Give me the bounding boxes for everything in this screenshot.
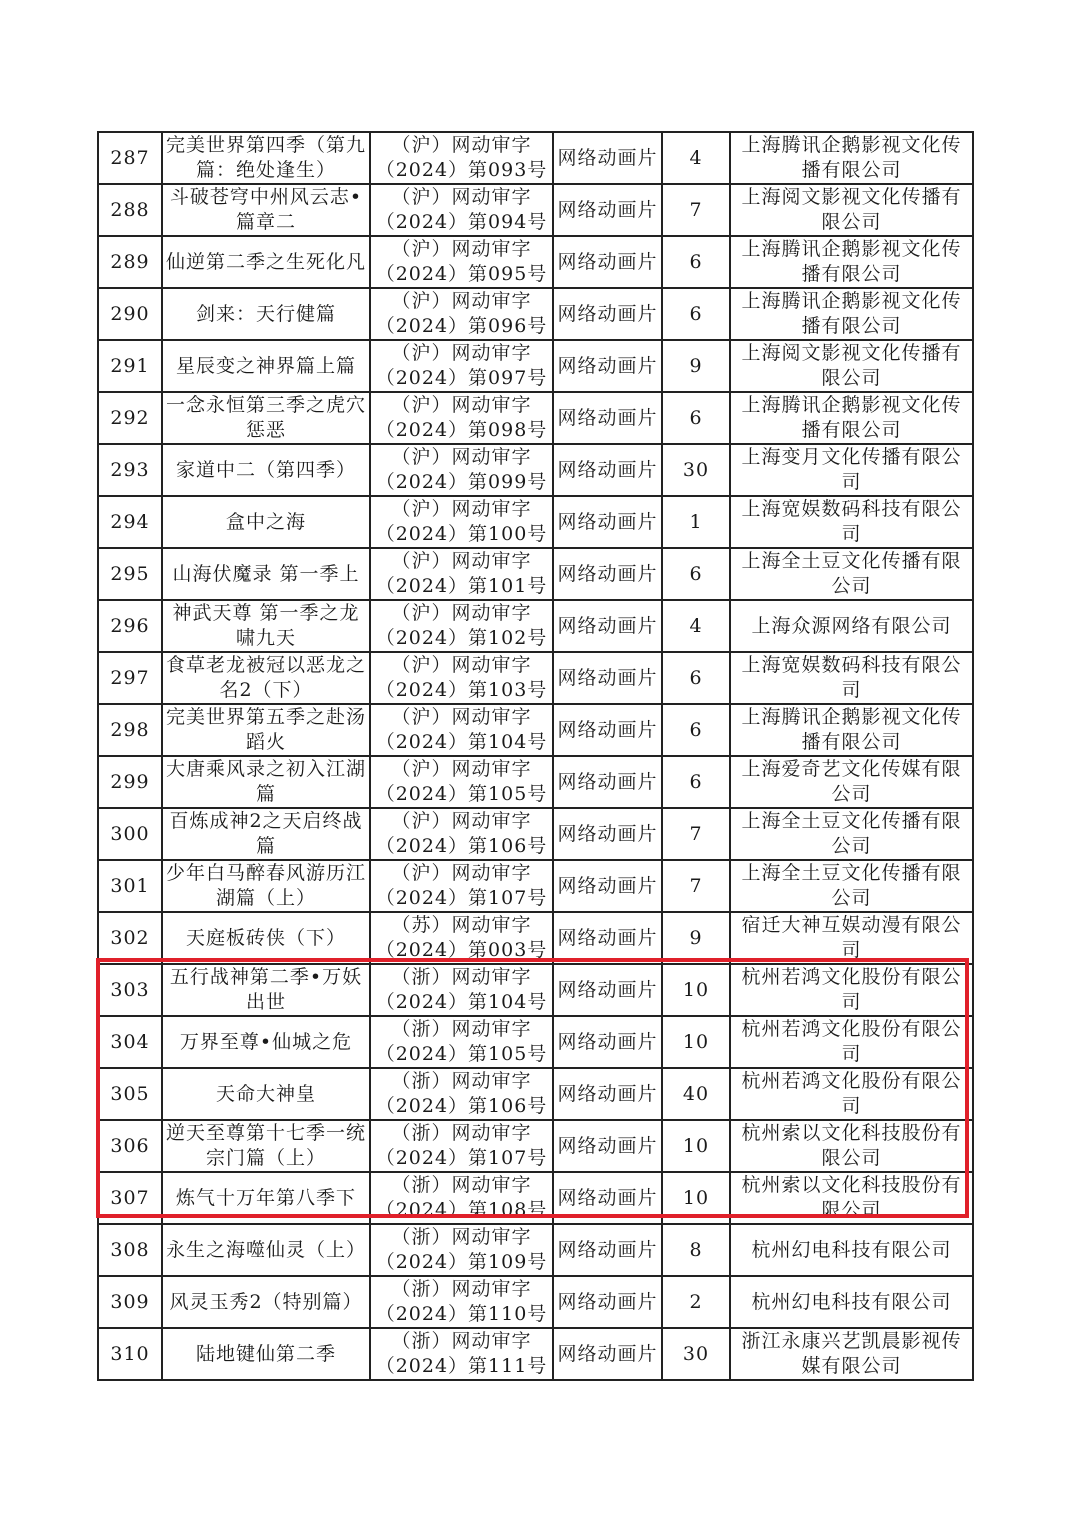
company-name: 杭州若鸿文化股份有限公司 [730,964,973,1016]
row-number: 293 [98,444,162,496]
company-name: 上海阅文影视文化传播有限公司 [730,340,973,392]
license-line-1: （沪）网动审字 [391,810,532,832]
license-line-2: （2024）第098号 [375,419,548,441]
license-number [370,1276,553,1328]
work-title: 天命大神皇 [162,1068,370,1120]
row-number: 303 [98,964,162,1016]
work-type: 网络动画片 [553,444,662,496]
company-name: 浙江永康兴艺凯晨影视传媒有限公司 [730,1328,973,1380]
work-title: 山海伏魔录 第一季上 [162,548,370,600]
license-line-2: （2024）第111号 [375,1355,548,1377]
table-row [98,1068,973,1120]
work-title: 家道中二（第四季） [162,444,370,496]
work-type: 网络动画片 [553,392,662,444]
license-line-2: （2024）第104号 [375,731,548,753]
row-number: 310 [98,1328,162,1380]
license-number [370,652,553,704]
row-number: 297 [98,652,162,704]
table-row [98,1016,973,1068]
company-name: 上海众源网络有限公司 [730,600,973,652]
episode-count: 6 [662,392,730,444]
episode-count: 40 [662,1068,730,1120]
episode-count: 6 [662,548,730,600]
license-line-1: （浙）网动审字 [391,1330,532,1352]
license-number [370,1068,553,1120]
table-row [98,132,973,184]
license-line-1: （沪）网动审字 [391,290,532,312]
work-title: 陆地键仙第二季 [162,1328,370,1380]
table-row [98,444,973,496]
row-number: 290 [98,288,162,340]
company-name: 杭州若鸿文化股份有限公司 [730,1016,973,1068]
license-line-2: （2024）第105号 [375,783,548,805]
license-number [370,808,553,860]
license-number [370,392,553,444]
work-title: 食草老龙被冠以恶龙之名2（下） [162,652,370,704]
table-row [98,912,973,964]
episode-count: 10 [662,1016,730,1068]
license-number [370,600,553,652]
license-line-2: （2024）第109号 [375,1251,548,1273]
row-number: 300 [98,808,162,860]
work-title: 少年白马醉春风游历江湖篇（上） [162,860,370,912]
episode-count: 4 [662,600,730,652]
company-name: 杭州幻电科技有限公司 [730,1224,973,1276]
table-row [98,340,973,392]
work-title: 一念永恒第三季之虎穴惩恶 [162,392,370,444]
row-number: 307 [98,1172,162,1224]
row-number: 301 [98,860,162,912]
work-type: 网络动画片 [553,1276,662,1328]
license-line-1: （沪）网动审字 [391,758,532,780]
company-name: 杭州索以文化科技股份有限公司 [730,1120,973,1172]
license-number [370,756,553,808]
license-number [370,1224,553,1276]
episode-count: 9 [662,912,730,964]
license-line-1: （浙）网动审字 [391,1122,532,1144]
table-row [98,392,973,444]
license-line-1: （浙）网动审字 [391,1070,532,1092]
license-line-1: （沪）网动审字 [391,186,532,208]
license-line-1: （浙）网动审字 [391,1278,532,1300]
work-type: 网络动画片 [553,1172,662,1224]
license-number [370,1120,553,1172]
license-line-2: （2024）第107号 [375,1147,548,1169]
work-type: 网络动画片 [553,1016,662,1068]
work-type: 网络动画片 [553,652,662,704]
episode-count: 10 [662,1172,730,1224]
table-row [98,1328,973,1380]
license-line-1: （沪）网动审字 [391,654,532,676]
license-line-2: （2024）第110号 [375,1303,548,1325]
episode-count: 6 [662,756,730,808]
row-number: 294 [98,496,162,548]
episode-count: 30 [662,444,730,496]
company-name: 上海腾讯企鹅影视文化传播有限公司 [730,132,973,184]
license-line-1: （浙）网动审字 [391,1018,532,1040]
company-name: 上海全土豆文化传播有限公司 [730,548,973,600]
license-number [370,548,553,600]
work-title: 完美世界第四季（第九篇：绝处逢生） [162,132,370,184]
row-number: 299 [98,756,162,808]
work-title: 盒中之海 [162,496,370,548]
row-number: 291 [98,340,162,392]
company-name: 上海腾讯企鹅影视文化传播有限公司 [730,288,973,340]
table-row [98,496,973,548]
license-number [370,340,553,392]
license-line-1: （沪）网动审字 [391,498,532,520]
company-name: 上海全土豆文化传播有限公司 [730,808,973,860]
license-line-2: （2024）第101号 [375,575,548,597]
work-title: 风灵玉秀2（特别篇） [162,1276,370,1328]
episode-count: 6 [662,652,730,704]
row-number: 298 [98,704,162,756]
company-name: 杭州幻电科技有限公司 [730,1276,973,1328]
work-type: 网络动画片 [553,860,662,912]
table-row [98,1120,973,1172]
license-line-1: （浙）网动审字 [391,966,532,988]
license-line-1: （沪）网动审字 [391,446,532,468]
license-number [370,236,553,288]
license-line-2: （2024）第106号 [375,1095,548,1117]
company-name: 上海变月文化传播有限公司 [730,444,973,496]
episode-count: 30 [662,1328,730,1380]
license-number [370,912,553,964]
episode-count: 9 [662,340,730,392]
work-type: 网络动画片 [553,1068,662,1120]
row-number: 292 [98,392,162,444]
license-line-1: （沪）网动审字 [391,550,532,572]
license-number [370,1172,553,1224]
work-type: 网络动画片 [553,964,662,1016]
approval-table [97,131,974,1381]
license-line-1: （沪）网动审字 [391,134,532,156]
work-type: 网络动画片 [553,912,662,964]
license-line-2: （2024）第103号 [375,679,548,701]
work-title: 永生之海噬仙灵（上） [162,1224,370,1276]
table-body [98,132,973,1380]
work-title: 斗破苍穹中州风云志•篇章二 [162,184,370,236]
work-type: 网络动画片 [553,1120,662,1172]
work-type: 网络动画片 [553,600,662,652]
table-row [98,704,973,756]
table-row [98,1276,973,1328]
license-line-1: （沪）网动审字 [391,862,532,884]
license-line-1: （沪）网动审字 [391,602,532,624]
license-line-1: （沪）网动审字 [391,706,532,728]
table-row [98,964,973,1016]
row-number: 305 [98,1068,162,1120]
row-number: 306 [98,1120,162,1172]
work-type: 网络动画片 [553,548,662,600]
license-line-2: （2024）第107号 [375,887,548,909]
work-type: 网络动画片 [553,1224,662,1276]
work-type: 网络动画片 [553,808,662,860]
table-row [98,756,973,808]
company-name: 上海腾讯企鹅影视文化传播有限公司 [730,704,973,756]
license-line-1: （沪）网动审字 [391,394,532,416]
license-line-2: （2024）第104号 [375,991,548,1013]
work-type: 网络动画片 [553,1328,662,1380]
license-number [370,1016,553,1068]
work-title: 万界至尊•仙城之危 [162,1016,370,1068]
table-row [98,288,973,340]
row-number: 302 [98,912,162,964]
table-row [98,1224,973,1276]
license-line-2: （2024）第100号 [375,523,548,545]
work-title: 五行战神第二季•万妖出世 [162,964,370,1016]
company-name: 杭州若鸿文化股份有限公司 [730,1068,973,1120]
license-line-2: （2024）第102号 [375,627,548,649]
company-name: 上海宽娱数码科技有限公司 [730,652,973,704]
episode-count: 1 [662,496,730,548]
company-name: 宿迁大神互娱动漫有限公司 [730,912,973,964]
license-number [370,704,553,756]
work-type: 网络动画片 [553,132,662,184]
episode-count: 2 [662,1276,730,1328]
episode-count: 10 [662,964,730,1016]
license-number [370,1328,553,1380]
license-line-2: （2024）第097号 [375,367,548,389]
table-row [98,600,973,652]
license-line-1: （沪）网动审字 [391,342,532,364]
work-title: 完美世界第五季之赴汤蹈火 [162,704,370,756]
license-line-2: （2024）第094号 [375,211,548,233]
license-number [370,184,553,236]
license-line-2: （2024）第106号 [375,835,548,857]
work-title: 炼气十万年第八季下 [162,1172,370,1224]
episode-count: 6 [662,236,730,288]
episode-count: 6 [662,704,730,756]
work-title: 百炼成神2之天启终战篇 [162,808,370,860]
license-number [370,444,553,496]
row-number: 295 [98,548,162,600]
license-line-2: （2024）第093号 [375,159,548,181]
license-number [370,288,553,340]
license-line-1: （浙）网动审字 [391,1174,532,1196]
license-line-2: （2024）第105号 [375,1043,548,1065]
work-type: 网络动画片 [553,704,662,756]
company-name: 上海全土豆文化传播有限公司 [730,860,973,912]
row-number: 288 [98,184,162,236]
episode-count: 7 [662,808,730,860]
work-title: 神武天尊 第一季之龙啸九天 [162,600,370,652]
table-row [98,548,973,600]
work-type: 网络动画片 [553,236,662,288]
episode-count: 8 [662,1224,730,1276]
work-type: 网络动画片 [553,756,662,808]
episode-count: 6 [662,288,730,340]
episode-count: 4 [662,132,730,184]
license-line-2: （2024）第099号 [375,471,548,493]
company-name: 上海阅文影视文化传播有限公司 [730,184,973,236]
work-title: 剑来：天行健篇 [162,288,370,340]
work-type: 网络动画片 [553,340,662,392]
license-number [370,132,553,184]
work-title: 仙逆第二季之生死化凡 [162,236,370,288]
table-row [98,1172,973,1224]
company-name: 上海爱奇艺文化传媒有限公司 [730,756,973,808]
license-line-1: （浙）网动审字 [391,1226,532,1248]
work-title: 大唐乘风录之初入江湖篇 [162,756,370,808]
table-row [98,184,973,236]
row-number: 308 [98,1224,162,1276]
license-line-2: （2024）第108号 [375,1199,548,1221]
row-number: 287 [98,132,162,184]
license-line-1: （苏）网动审字 [391,914,532,936]
row-number: 309 [98,1276,162,1328]
work-title: 星辰变之神界篇上篇 [162,340,370,392]
license-number [370,964,553,1016]
license-line-1: （沪）网动审字 [391,238,532,260]
license-line-2: （2024）第003号 [375,939,548,961]
work-title: 天庭板砖侠（下） [162,912,370,964]
license-line-2: （2024）第096号 [375,315,548,337]
work-title: 逆天至尊第十七季一统宗门篇（上） [162,1120,370,1172]
license-number [370,860,553,912]
company-name: 杭州索以文化科技股份有限公司 [730,1172,973,1224]
license-line-2: （2024）第095号 [375,263,548,285]
company-name: 上海腾讯企鹅影视文化传播有限公司 [730,236,973,288]
work-type: 网络动画片 [553,496,662,548]
episode-count: 10 [662,1120,730,1172]
company-name: 上海腾讯企鹅影视文化传播有限公司 [730,392,973,444]
table-row [98,808,973,860]
row-number: 304 [98,1016,162,1068]
row-number: 296 [98,600,162,652]
episode-count: 7 [662,860,730,912]
episode-count: 7 [662,184,730,236]
table-row [98,236,973,288]
work-type: 网络动画片 [553,288,662,340]
table-row [98,860,973,912]
license-number [370,496,553,548]
table-row [98,652,973,704]
row-number: 289 [98,236,162,288]
work-type: 网络动画片 [553,184,662,236]
company-name: 上海宽娱数码科技有限公司 [730,496,973,548]
